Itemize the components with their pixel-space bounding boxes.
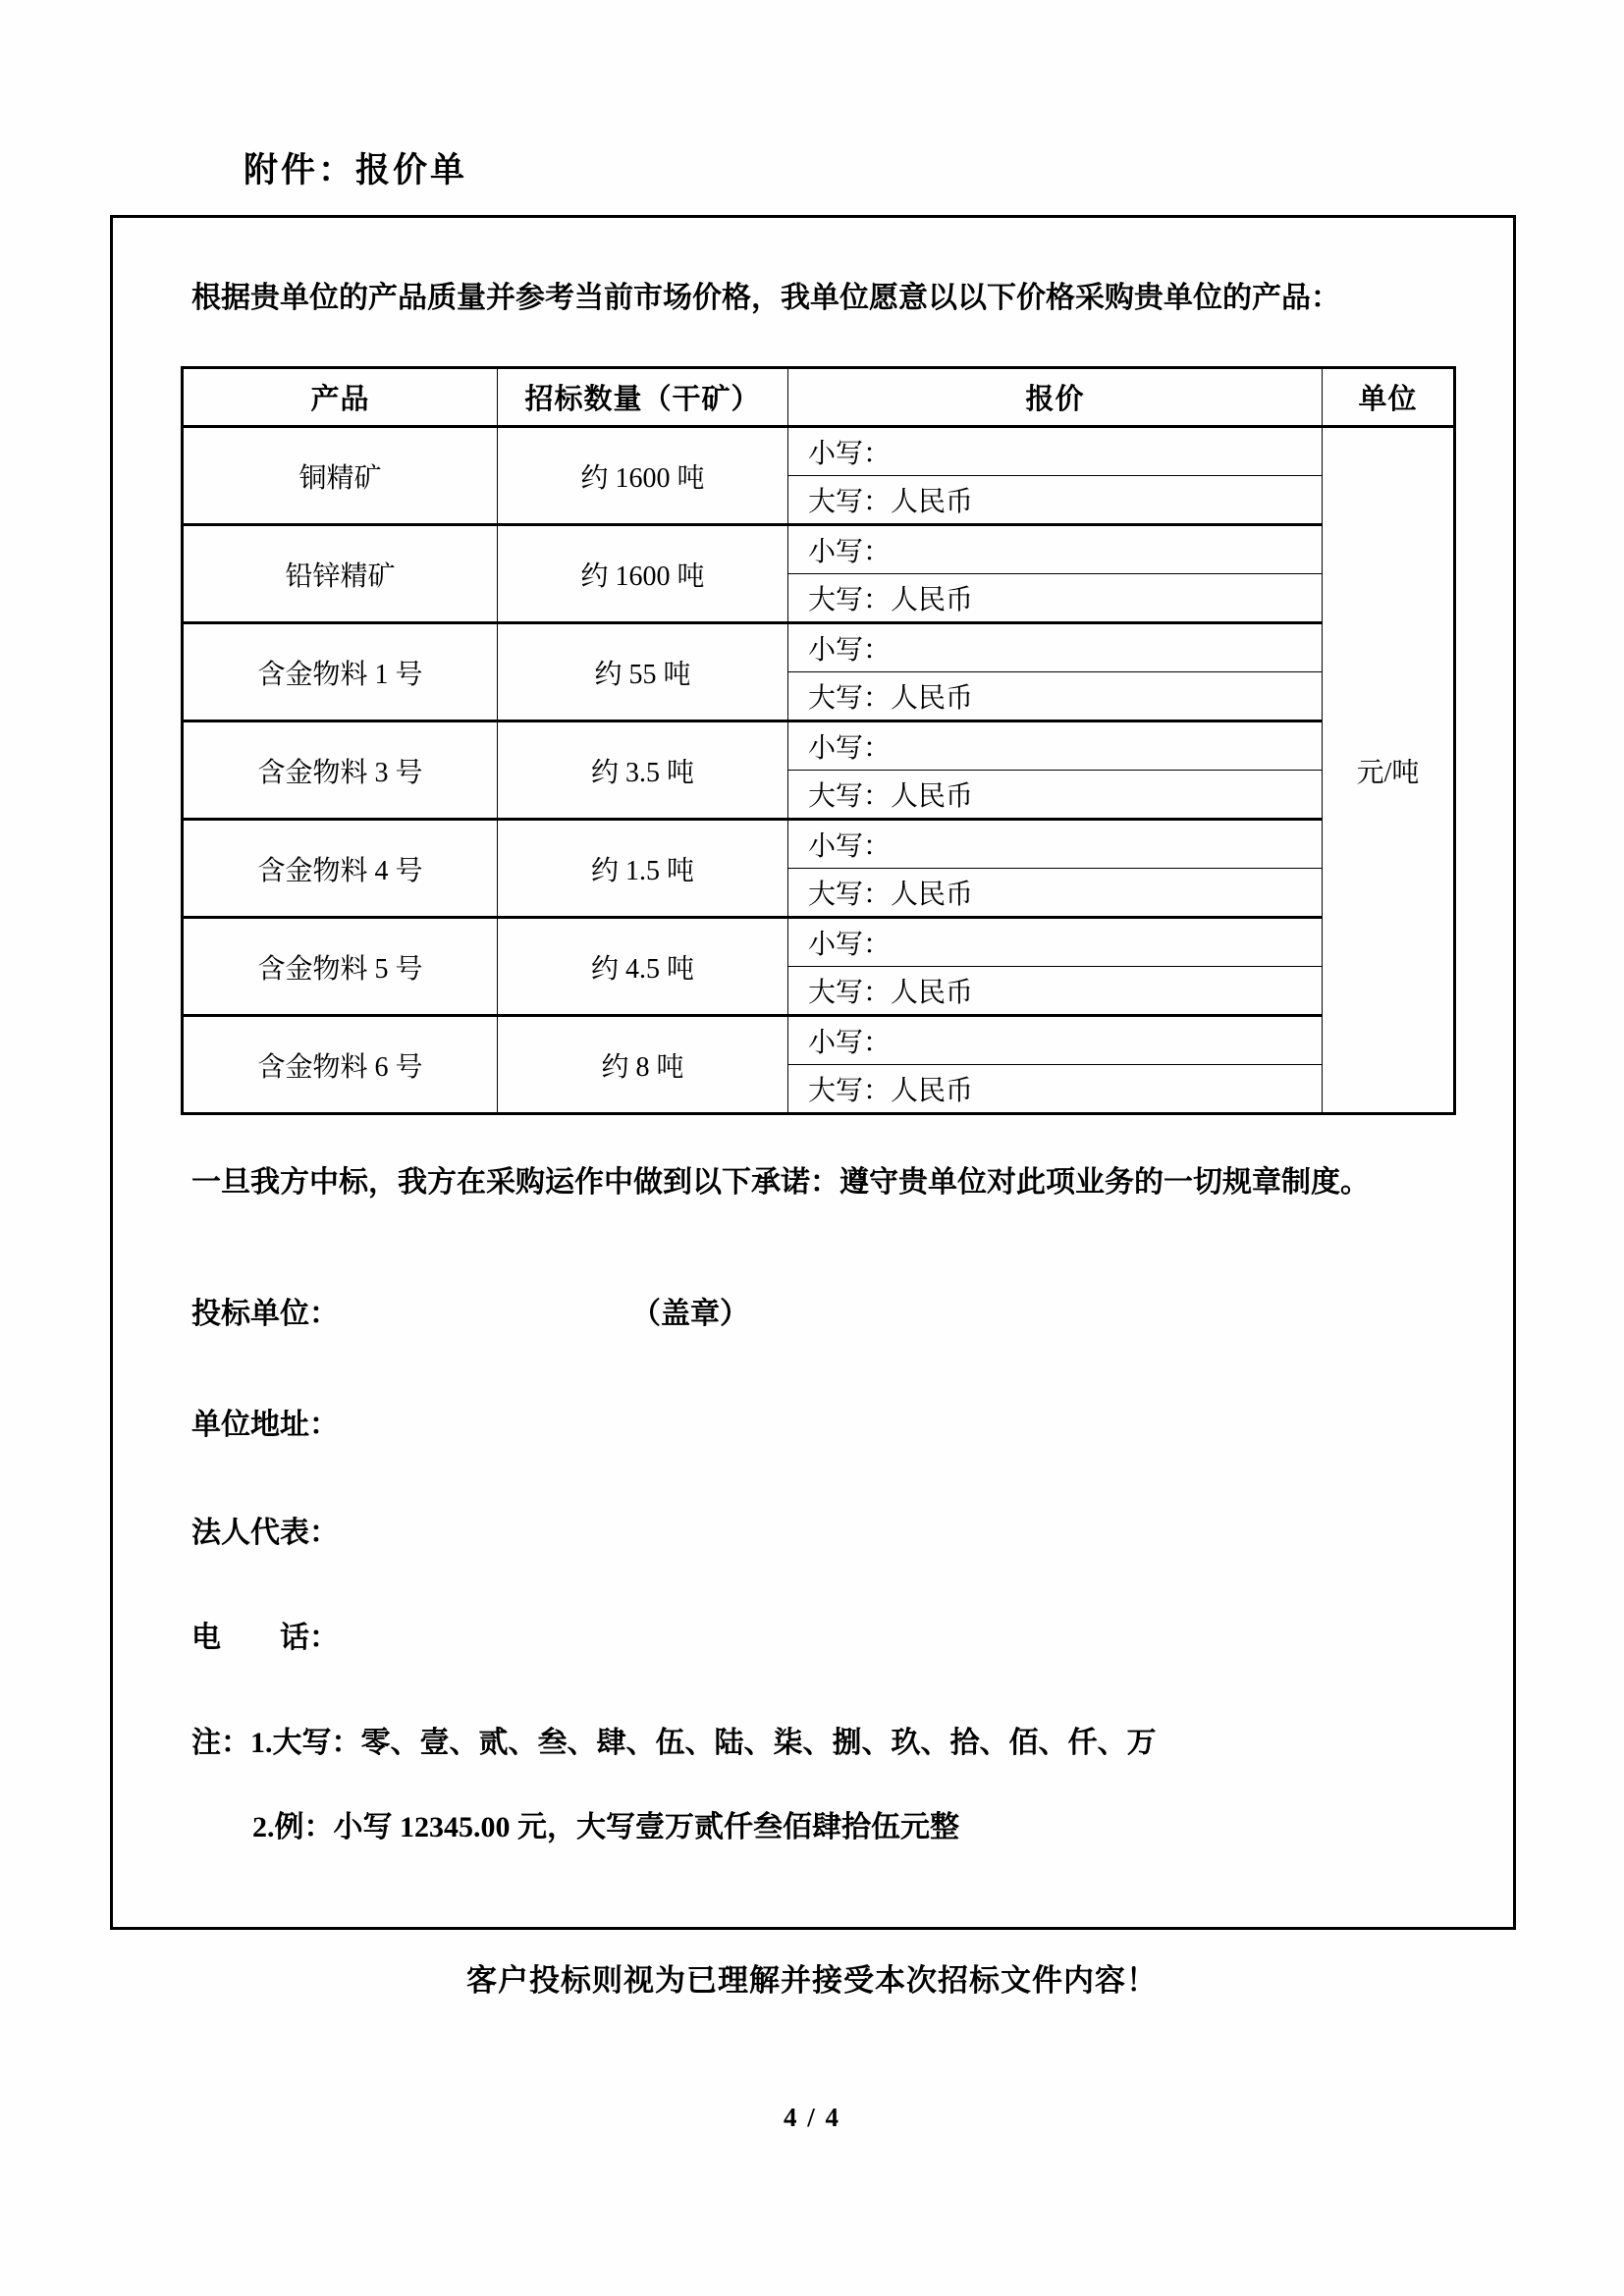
- product-name: 铅锌精矿: [183, 525, 498, 623]
- tender-quantity: 约 55 吨: [498, 623, 788, 721]
- tender-quantity: 约 4.5 吨: [498, 918, 788, 1016]
- quotation-table: [181, 366, 1456, 1115]
- unit-merged-cell: 元/吨: [1323, 427, 1455, 1114]
- seal-label: （盖章）: [631, 1298, 749, 1330]
- tender-quantity: 约 1600 吨: [498, 427, 788, 525]
- note-capital-characters: 注：1.大写：零、壹、贰、叁、肆、伍、陆、柒、捌、玖、拾、佰、仟、万: [191, 1727, 1157, 1759]
- quote-capital-cell: 大写：人民币: [788, 672, 1323, 721]
- quote-small-numeral-cell: 小写：: [788, 820, 1323, 869]
- product-name: 含金物料 3 号: [183, 721, 498, 820]
- legal-representative-label: 法人代表：: [191, 1517, 339, 1549]
- quote-small-numeral-cell: 小写：: [788, 918, 1323, 967]
- quote-small-numeral-cell: 小写：: [788, 1016, 1323, 1065]
- col-header-quantity: 招标数量（干矿）: [498, 368, 788, 427]
- col-header-quote: 报价: [788, 368, 1323, 427]
- table-row: [183, 1016, 1455, 1065]
- quote-capital-cell: 大写：人民币: [788, 869, 1323, 918]
- commitment-text: 一旦我方中标，我方在采购运作中做到以下承诺：遵守贵单位对此项业务的一切规章制度。: [191, 1166, 1370, 1199]
- quotation-form-frame: [110, 215, 1516, 1930]
- footer-acceptance-note: 客户投标则视为已理解并接受本次招标文件内容！: [466, 1963, 1158, 1998]
- table-row: [183, 427, 1455, 476]
- tender-quantity: 约 8 吨: [498, 1016, 788, 1114]
- tender-quantity: 约 3.5 吨: [498, 721, 788, 820]
- col-header-product: 产品: [183, 368, 498, 427]
- page-number: 4 / 4: [783, 2103, 840, 2132]
- quote-capital-cell: 大写：人民币: [788, 967, 1323, 1016]
- page-title: 附件：报价单: [244, 151, 468, 189]
- tender-quantity: 约 1.5 吨: [498, 820, 788, 918]
- address-label: 单位地址：: [191, 1409, 339, 1441]
- product-name: 含金物料 6 号: [183, 1016, 498, 1114]
- tender-quantity: 约 1600 吨: [498, 525, 788, 623]
- bidder-label: 投标单位：: [191, 1298, 339, 1330]
- quote-small-numeral-cell: 小写：: [788, 427, 1323, 476]
- table-header-row: [183, 368, 1455, 427]
- product-name: 铜精矿: [183, 427, 498, 525]
- intro-text: 根据贵单位的产品质量并参考当前市场价格，我单位愿意以以下价格采购贵单位的产品：: [191, 282, 1340, 314]
- quote-small-numeral-cell: 小写：: [788, 721, 1323, 771]
- table-row: [183, 623, 1455, 672]
- phone-label: 电 话：: [191, 1622, 339, 1654]
- quote-small-numeral-cell: 小写：: [788, 525, 1323, 574]
- product-name: 含金物料 1 号: [183, 623, 498, 721]
- table-row: [183, 820, 1455, 869]
- col-header-unit: 单位: [1323, 368, 1455, 427]
- quote-capital-cell: 大写：人民币: [788, 574, 1323, 623]
- table-row: [183, 525, 1455, 574]
- quote-capital-cell: 大写：人民币: [788, 1065, 1323, 1114]
- quote-capital-cell: 大写：人民币: [788, 476, 1323, 525]
- table-row: [183, 918, 1455, 967]
- quote-capital-cell: 大写：人民币: [788, 771, 1323, 820]
- quote-small-numeral-cell: 小写：: [788, 623, 1323, 672]
- table-row: [183, 721, 1455, 771]
- bidder-field-line: [191, 1289, 749, 1332]
- product-name: 含金物料 4 号: [183, 820, 498, 918]
- product-name: 含金物料 5 号: [183, 918, 498, 1016]
- note-example: 2.例：小写 12345.00 元，大写壹万贰仟叁佰肆拾伍元整: [252, 1811, 959, 1843]
